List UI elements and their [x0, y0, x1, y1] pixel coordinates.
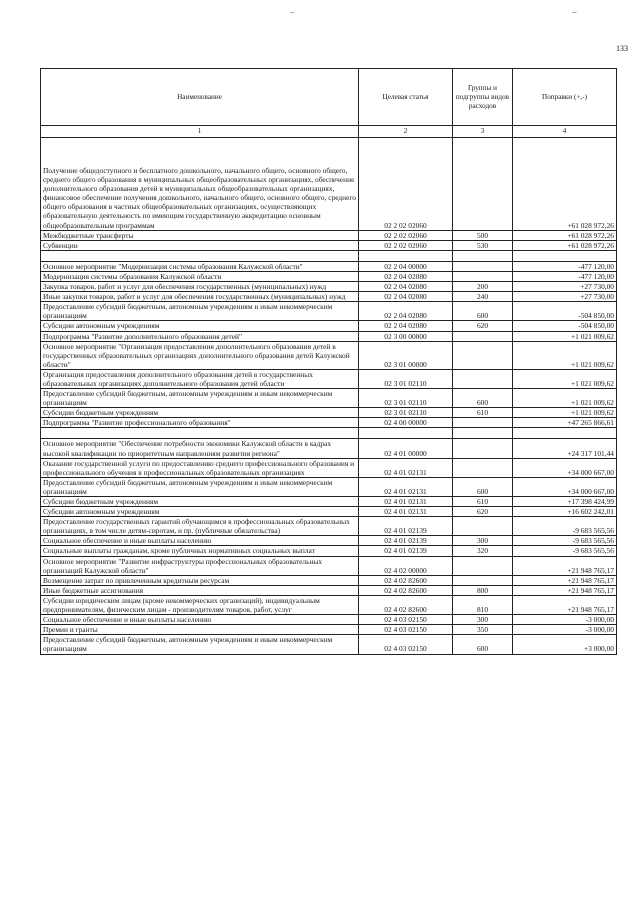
table-row — [41, 477, 617, 496]
header-group: Группы и подгруппы видов расходов — [453, 69, 513, 126]
row-amount: +21 948 765,17 — [513, 585, 617, 595]
row-amount: +1 021 009,62 — [513, 331, 617, 341]
row-name: Социальные выплаты гражданам, кроме публичных нормативных социальных выплат — [41, 546, 359, 556]
row-code: 02 2 04 02080 — [359, 282, 453, 292]
table-row — [41, 556, 617, 575]
row-group — [453, 261, 513, 271]
row-name: Модернизация системы образования Калужской области — [41, 271, 359, 281]
row-code — [359, 250, 453, 261]
row-name: Предоставление субсидий бюджетным, автономным учреждениям и иным некоммерческим организациям — [41, 302, 359, 321]
row-amount: +34 000 667,00 — [513, 458, 617, 477]
row-code: 02 4 01 00000 — [359, 439, 453, 458]
row-group: 620 — [453, 507, 513, 517]
row-code: 02 2 04 02080 — [359, 302, 453, 321]
row-name: Иные закупки товаров, работ и услуг для обеспечения государственных (муниципальных) нужд — [41, 292, 359, 302]
table-row — [41, 138, 617, 231]
row-name: Иные бюджетные ассигнования — [41, 585, 359, 595]
table-row — [41, 517, 617, 536]
table-row — [41, 389, 617, 408]
table-row — [41, 341, 617, 369]
row-name: Предоставление субсидий бюджетным, автономным учреждениям и иным некоммерческим организациям — [41, 477, 359, 496]
row-amount: +17 398 424,99 — [513, 497, 617, 507]
row-code: 02 2 02 02060 — [359, 230, 453, 240]
row-name: Подпрограмма "Развитие профессионального образования" — [41, 418, 359, 428]
row-code: 02 4 03 02150 — [359, 615, 453, 625]
row-name: Субвенции — [41, 240, 359, 250]
row-code: 02 2 04 02080 — [359, 321, 453, 331]
row-amount — [513, 428, 617, 439]
row-name: Организация предоставления дополнительного образования детей в государственных образовательных организациях дополнительного образования детей области — [41, 369, 359, 388]
row-code: 02 2 04 02080 — [359, 271, 453, 281]
row-name: Основное мероприятие "Развитие инфраструктуры профессиональных образовательных организаций Калужской области" — [41, 556, 359, 575]
row-group: 610 — [453, 408, 513, 418]
row-amount: -3 000,00 — [513, 625, 617, 635]
row-code: 02 4 01 02139 — [359, 546, 453, 556]
row-name: Основное мероприятие "Обеспечение потребности экономики Калужской области в кадрах высокой квалификации по приоритетным направлениям развития региона" — [41, 439, 359, 458]
header-amount: Поправки (+,-) — [513, 69, 617, 126]
scan-mark: _ — [572, 4, 577, 14]
header-code: Целевая статья — [359, 69, 453, 126]
row-group — [453, 418, 513, 428]
row-code: 02 4 00 00000 — [359, 418, 453, 428]
row-group: 600 — [453, 302, 513, 321]
row-code: 02 2 04 00000 — [359, 261, 453, 271]
col-number: 2 — [359, 126, 453, 138]
row-code: 02 4 01 02131 — [359, 507, 453, 517]
row-group — [453, 575, 513, 585]
row-name: Социальное обеспечение и иные выплаты населению — [41, 536, 359, 546]
table-row — [41, 458, 617, 477]
row-amount: -9 683 565,56 — [513, 546, 617, 556]
spacer-row — [41, 250, 617, 261]
table-row — [41, 418, 617, 428]
table-row — [41, 271, 617, 281]
row-group — [453, 428, 513, 439]
row-amount: -504 850,00 — [513, 302, 617, 321]
row-group: 350 — [453, 625, 513, 635]
row-group: 320 — [453, 546, 513, 556]
row-group — [453, 517, 513, 536]
row-amount: -477 120,00 — [513, 261, 617, 271]
table-row — [41, 595, 617, 614]
row-amount: +27 730,00 — [513, 282, 617, 292]
row-name: Закупка товаров, работ и услуг для обеспечения государственных (муниципальных) нужд — [41, 282, 359, 292]
row-group — [453, 369, 513, 388]
row-amount: +27 730,00 — [513, 292, 617, 302]
row-code: 02 4 03 02150 — [359, 625, 453, 635]
row-group — [453, 556, 513, 575]
header-name: Наименование — [41, 69, 359, 126]
row-amount: +21 948 765,17 — [513, 575, 617, 585]
table-row — [41, 497, 617, 507]
row-group: 600 — [453, 389, 513, 408]
row-code: 02 4 01 02139 — [359, 517, 453, 536]
table-row — [41, 369, 617, 388]
table-row — [41, 439, 617, 458]
row-group — [453, 458, 513, 477]
row-amount: -504 850,00 — [513, 321, 617, 331]
row-amount: +34 000 667,00 — [513, 477, 617, 496]
table-row — [41, 585, 617, 595]
col-number: 1 — [41, 126, 359, 138]
table-row — [41, 615, 617, 625]
table-row — [41, 240, 617, 250]
row-code: 02 3 01 00000 — [359, 341, 453, 369]
table-row — [41, 261, 617, 271]
row-group — [453, 341, 513, 369]
row-amount: +1 021 009,62 — [513, 408, 617, 418]
row-name: Возмещение затрат по привлеченным кредитным ресурсам — [41, 575, 359, 585]
row-code: 02 3 01 02110 — [359, 369, 453, 388]
table-row — [41, 408, 617, 418]
row-name: Основное мероприятие "Организация предоставления дополнительного образования детей в государственных образовательных организациях дополнительного образования детей Калужской области" — [41, 341, 359, 369]
row-group: 240 — [453, 292, 513, 302]
row-code — [359, 428, 453, 439]
row-code: 02 4 03 02150 — [359, 635, 453, 654]
budget-table — [40, 68, 617, 655]
row-group: 620 — [453, 321, 513, 331]
row-amount: +1 021 009,62 — [513, 369, 617, 388]
row-code: 02 4 01 02139 — [359, 536, 453, 546]
row-name: Основное мероприятие "Модернизация системы образования Калужской области" — [41, 261, 359, 271]
row-group — [453, 331, 513, 341]
row-group: 300 — [453, 536, 513, 546]
row-amount: +61 028 972,26 — [513, 240, 617, 250]
row-group — [453, 138, 513, 231]
row-code: 02 4 01 02131 — [359, 497, 453, 507]
row-name: Оказание государственной услуги по предоставлению среднего профессионального образования и профессионального обучения в профессиональных образовательных организациях — [41, 458, 359, 477]
row-amount: +16 602 242,01 — [513, 507, 617, 517]
row-amount: +1 021 009,62 — [513, 341, 617, 369]
row-code: 02 4 01 02131 — [359, 477, 453, 496]
table-row — [41, 321, 617, 331]
table-row — [41, 507, 617, 517]
row-amount: +47 265 866,61 — [513, 418, 617, 428]
page-number: 133 — [616, 44, 628, 53]
table-row — [41, 230, 617, 240]
row-group: 610 — [453, 497, 513, 507]
col-number: 4 — [513, 126, 617, 138]
row-group — [453, 250, 513, 261]
row-name: Субсидии юридическим лицам (кроме некоммерческих организаций), индивидуальным предпринимателям, физическим лицам - производителям товаров, работ, услуг — [41, 595, 359, 614]
table-row — [41, 292, 617, 302]
row-group: 810 — [453, 595, 513, 614]
table-body — [41, 138, 617, 655]
row-amount: +1 021 009,62 — [513, 389, 617, 408]
row-amount: -3 000,00 — [513, 615, 617, 625]
table-row — [41, 536, 617, 546]
spacer-row — [41, 428, 617, 439]
row-amount: -9 683 565,56 — [513, 536, 617, 546]
row-name: Подпрограмма "Развитие дополнительного образования детей" — [41, 331, 359, 341]
row-name: Социальное обеспечение и иные выплаты населению — [41, 615, 359, 625]
table-row — [41, 282, 617, 292]
row-amount: -477 120,00 — [513, 271, 617, 281]
row-group: 300 — [453, 615, 513, 625]
row-code: 02 3 00 00000 — [359, 331, 453, 341]
row-name: Субсидии автономным учреждениям — [41, 321, 359, 331]
row-group: 530 — [453, 240, 513, 250]
row-name — [41, 428, 359, 439]
row-group — [453, 271, 513, 281]
row-group: 600 — [453, 635, 513, 654]
col-number: 3 — [453, 126, 513, 138]
scan-mark: _ — [290, 4, 295, 14]
row-amount: +3 000,00 — [513, 635, 617, 654]
row-name — [41, 250, 359, 261]
row-name: Получение общедоступного и бесплатного дошкольного, начального общего, основного общего, среднего общего образования в муниципальных общеобразовательных организациях, обеспечение дополнительного образования детей в муниципальных общеобразовательных организациях, финансовое обеспечение получения дошкольного, начального общего, основного общего, среднего общего образования в частных общеобразовательных организациях, осуществляющих образовательную деятельность по имеющим государственную аккредитацию основным общеобразовательным программам — [41, 138, 359, 231]
row-amount: +24 317 101,44 — [513, 439, 617, 458]
row-code: 02 2 02 02060 — [359, 138, 453, 231]
row-code: 02 2 02 02060 — [359, 240, 453, 250]
table-row — [41, 546, 617, 556]
row-group: 600 — [453, 477, 513, 496]
table-row — [41, 302, 617, 321]
row-name: Предоставление государственных гарантий обучающимся в профессиональных образовательных организациях, в том числе детям-сиротам, и пр. (публичные обязательства) — [41, 517, 359, 536]
row-code: 02 4 02 00000 — [359, 556, 453, 575]
row-group — [453, 439, 513, 458]
row-code: 02 4 02 82600 — [359, 595, 453, 614]
row-code: 02 3 01 02110 — [359, 408, 453, 418]
row-code: 02 3 01 02110 — [359, 389, 453, 408]
row-group: 800 — [453, 585, 513, 595]
row-group: 500 — [453, 230, 513, 240]
row-amount: +61 028 972,26 — [513, 230, 617, 240]
row-amount: +61 028 972,26 — [513, 138, 617, 231]
row-group: 200 — [453, 282, 513, 292]
row-name: Предоставление субсидий бюджетным, автономным учреждениям и иным некоммерческим организациям — [41, 635, 359, 654]
row-name: Субсидии автономным учреждениям — [41, 507, 359, 517]
row-code: 02 4 01 02131 — [359, 458, 453, 477]
row-name: Межбюджетные трансферты — [41, 230, 359, 240]
table-row — [41, 575, 617, 585]
row-name: Предоставление субсидий бюджетным, автономным учреждениям и иным некоммерческим организациям — [41, 389, 359, 408]
row-amount: -9 683 565,56 — [513, 517, 617, 536]
row-amount — [513, 250, 617, 261]
table-row — [41, 331, 617, 341]
row-amount: +21 948 765,17 — [513, 595, 617, 614]
row-name: Субсидии бюджетным учреждениям — [41, 497, 359, 507]
row-code: 02 4 02 82600 — [359, 585, 453, 595]
row-name: Премии и гранты — [41, 625, 359, 635]
row-code: 02 2 04 02080 — [359, 292, 453, 302]
row-amount: +21 948 765,17 — [513, 556, 617, 575]
table-row — [41, 635, 617, 654]
row-code: 02 4 02 82600 — [359, 575, 453, 585]
row-name: Субсидии бюджетным учреждениям — [41, 408, 359, 418]
table-row — [41, 625, 617, 635]
